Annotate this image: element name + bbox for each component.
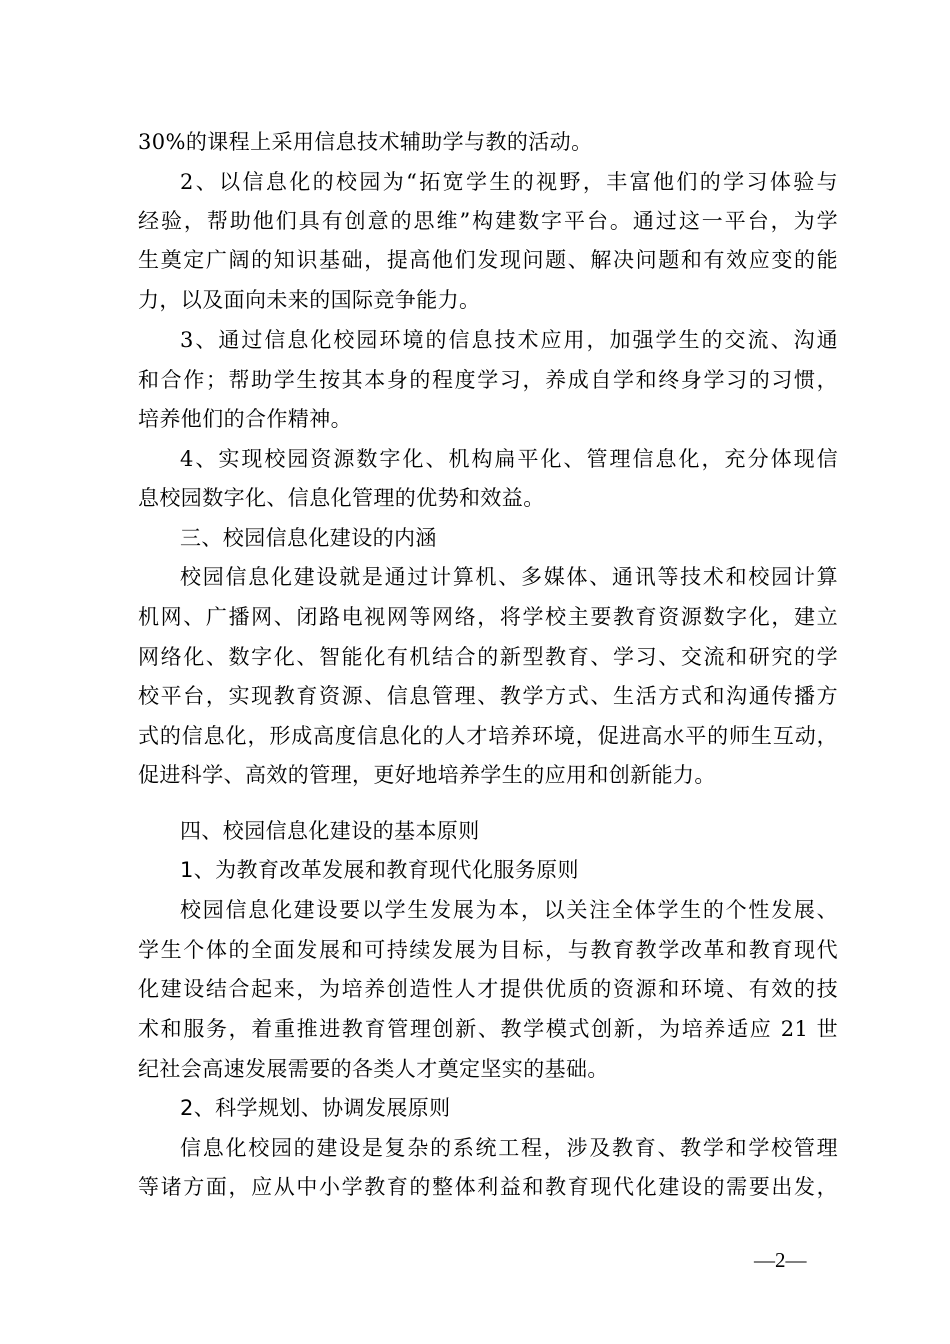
paragraph-line: 网络化、数字化、智能化有机结合的新型教育、学习、交流和研究的学: [138, 645, 838, 669]
subsection-heading: 2、科学规划、协调发展原则: [180, 1096, 451, 1120]
paragraph-line: 力，以及面向未来的国际竞争能力。: [138, 288, 481, 312]
paragraph-line: 校平台，实现教育资源、信息管理、教学方式、生活方式和沟通传播方: [138, 684, 838, 708]
paragraph-line: 3、通过信息化校园环境的信息技术应用，加强学生的交流、沟通: [180, 328, 838, 352]
paragraph-line: 信息化校园的建设是复杂的系统工程，涉及教育、教学和学校管理: [180, 1136, 838, 1160]
paragraph-line: 培养他们的合作精神。: [138, 407, 352, 431]
subsection-heading: 1、为教育改革发展和教育现代化服务原则: [180, 858, 579, 882]
paragraph-line: 促进科学、高效的管理，更好地培养学生的应用和创新能力。: [138, 763, 716, 787]
paragraph-line: 纪社会高速发展需要的各类人才奠定坚实的基础。: [138, 1057, 609, 1081]
paragraph-line: 术和服务，着重推进教育管理创新、教学模式创新，为培养适应 21 世: [138, 1017, 838, 1041]
paragraph-line: 生奠定广阔的知识基础，提高他们发现问题、解决问题和有效应变的能: [138, 248, 838, 272]
paragraph-line: 经验，帮助他们具有创意的思维”构建数字平台。通过这一平台，为学: [138, 209, 838, 233]
section-heading: 四、校园信息化建设的基本原则: [180, 819, 480, 843]
paragraph-line: 等诸方面，应从中小学教育的整体利益和教育现代化建设的需要出发，: [138, 1175, 838, 1199]
paragraph-line: 2、以信息化的校园为“拓宽学生的视野，丰富他们的学习体验与: [180, 170, 838, 194]
paragraph-line: 机网、广播网、闭路电视网等网络，将学校主要教育资源数字化，建立: [138, 605, 838, 629]
paragraph-line: 化建设结合起来，为培养创造性人才提供优质的资源和环境、有效的技: [138, 977, 838, 1001]
paragraph-line: 和合作；帮助学生按其本身的程度学习，养成自学和终身学习的习惯，: [138, 368, 838, 392]
paragraph-line: 校园信息化建设就是通过计算机、多媒体、通讯等技术和校园计算: [180, 565, 838, 589]
section-heading: 三、校园信息化建设的内涵: [180, 526, 437, 550]
page-number: —2—: [754, 1248, 807, 1272]
paragraph-line: 30%的课程上采用信息技术辅助学与教的活动。: [138, 130, 593, 154]
paragraph-line: 校园信息化建设要以学生发展为本，以关注全体学生的个性发展、: [180, 898, 838, 922]
paragraph-line: 学生个体的全面发展和可持续发展为目标，与教育教学改革和教育现代: [138, 938, 838, 962]
paragraph-line: 式的信息化，形成高度信息化的人才培养环境，促进高水平的师生互动，: [138, 724, 838, 748]
paragraph-line: 4、实现校园资源数字化、机构扁平化、管理信息化，充分体现信: [180, 447, 838, 471]
paragraph-line: 息校园数字化、信息化管理的优势和效益。: [138, 486, 545, 510]
